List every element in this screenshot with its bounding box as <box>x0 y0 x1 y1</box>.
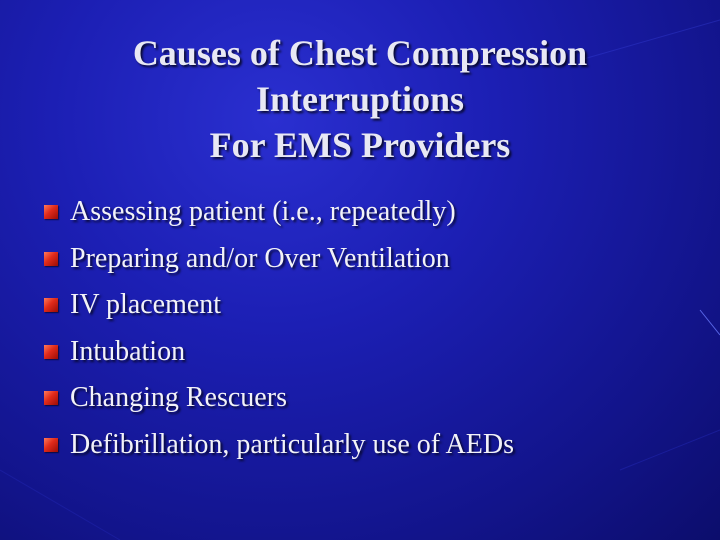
bullet-text: Defibrillation, particularly use of AEDs <box>70 428 514 460</box>
red-square-bullet-icon <box>44 205 58 219</box>
red-square-bullet-icon <box>44 391 58 405</box>
bullet-item <box>44 329 514 376</box>
bullet-item <box>44 422 514 469</box>
red-square-bullet-icon <box>44 298 58 312</box>
red-square-bullet-icon <box>44 252 58 266</box>
bullet-text: Assessing patient (i.e., repeatedly) <box>70 196 456 228</box>
bullet-text: Preparing and/or Over Ventilation <box>70 242 450 274</box>
bullet-text: Changing Rescuers <box>70 382 287 414</box>
title-line-2: Interruptions <box>255 79 465 119</box>
bullet-item <box>44 189 514 236</box>
bullet-item <box>44 236 514 283</box>
red-square-bullet-icon <box>44 345 58 359</box>
title-line-1: Causes of Chest Compression <box>132 33 588 73</box>
bullet-list <box>44 189 514 468</box>
bullet-item <box>44 282 514 329</box>
bullet-item <box>44 375 514 422</box>
red-square-bullet-icon <box>44 438 58 452</box>
title-line-3: For EMS Providers <box>209 125 511 165</box>
bullet-text: IV placement <box>70 289 222 321</box>
slide-title <box>0 30 720 168</box>
bullet-text: Intubation <box>70 335 186 367</box>
